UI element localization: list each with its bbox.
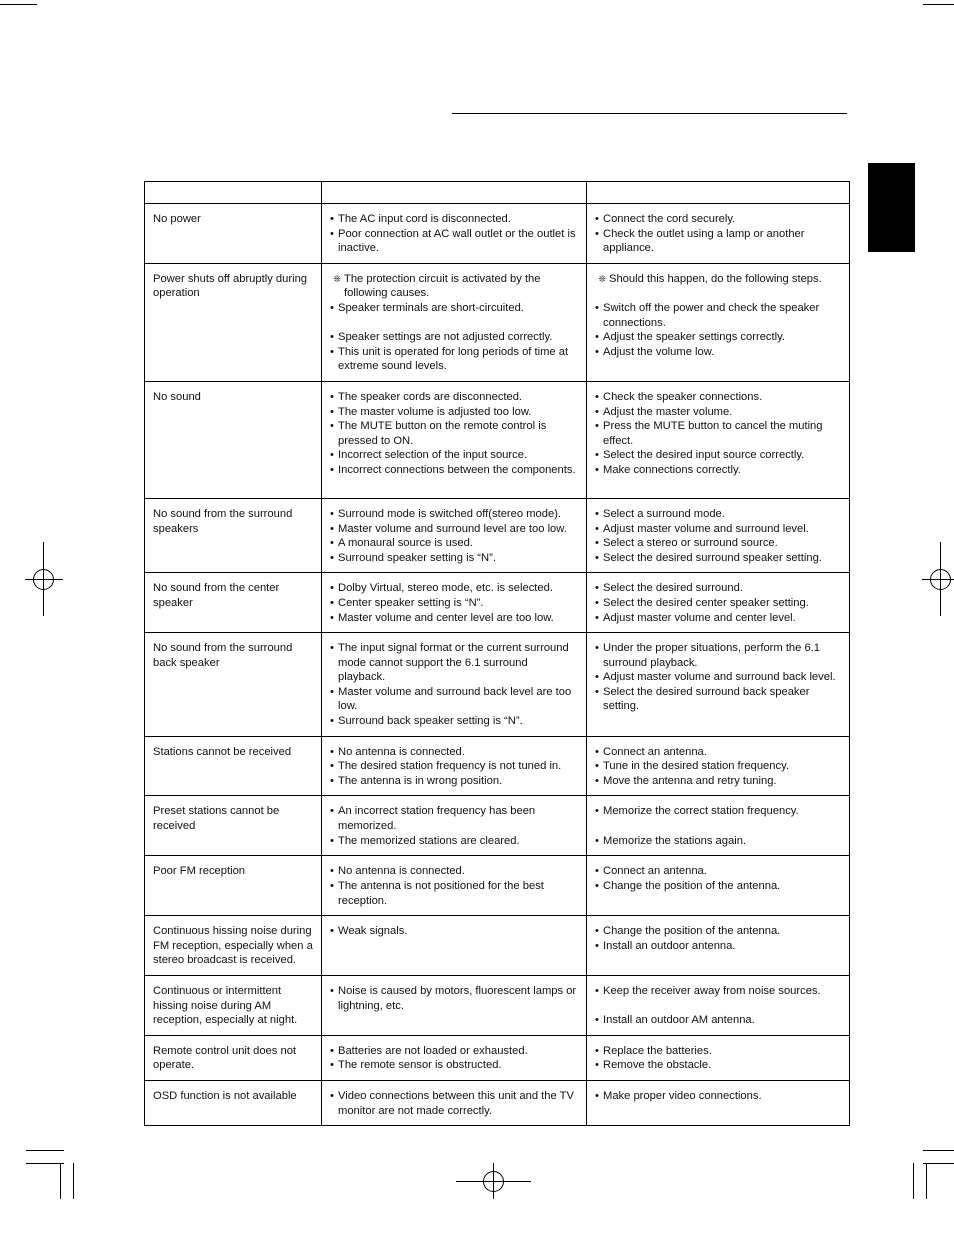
symptom-cell: No sound: [145, 381, 322, 498]
cause-item: • No antenna is connected.: [330, 864, 578, 879]
cause-item: • Incorrect connections between the components.: [330, 463, 578, 478]
cause-item: • Incorrect selection of the input source.: [330, 448, 578, 463]
remedy-item: • Connect the cord securely.: [595, 212, 841, 227]
cause-item: • The master volume is adjusted too low.: [330, 405, 578, 420]
remedy-note: ❊ Should this happen, do the following steps.: [595, 272, 841, 287]
column-header-cause: [322, 182, 587, 204]
cause-item: • A monaural source is used.: [330, 536, 578, 551]
symptom-cell: Poor FM reception: [145, 856, 322, 916]
remedy-item: • Select the desired center speaker setting.: [595, 596, 841, 611]
symptom-cell: Stations cannot be received: [145, 736, 322, 796]
spacer: [595, 999, 841, 1014]
cause-item: • Noise is caused by motors, fluorescent lamps or lightning, etc.: [330, 984, 578, 1013]
symptom-cell: No sound from the surround speakers: [145, 498, 322, 572]
cause-item: • Surround mode is switched off(stereo mode).: [330, 507, 578, 522]
remedy-item: • Adjust the speaker settings correctly.: [595, 330, 841, 345]
symptom-cell: Power shuts off abruptly during operation: [145, 263, 322, 381]
table-row: [145, 1035, 850, 1080]
remedy-item: • Switch off the power and check the speaker connections.: [595, 301, 841, 330]
column-header-symptom: [145, 182, 322, 204]
table-row: [145, 204, 850, 264]
cause-cell: [322, 573, 587, 633]
cause-item: • Weak signals.: [330, 924, 578, 939]
remedy-cell: [587, 381, 850, 498]
remedy-item: • Adjust the master volume.: [595, 405, 841, 420]
cause-item: • This unit is operated for long periods of time at extreme sound levels.: [330, 345, 578, 374]
remedy-item: • Adjust master volume and center level.: [595, 611, 841, 626]
remedy-item: • Install an outdoor antenna.: [595, 939, 841, 954]
remedy-cell: [587, 1080, 850, 1125]
symptom-cell: Continuous or intermittent hissing noise during AM reception, especially at night.: [145, 976, 322, 1036]
remedy-item: • Change the position of the antenna.: [595, 879, 841, 894]
remedy-item: • Make connections correctly.: [595, 463, 841, 478]
spacer: [595, 819, 841, 834]
remedy-item: • Memorize the stations again.: [595, 834, 841, 849]
remedy-item: • Adjust master volume and surround level.: [595, 522, 841, 537]
remedy-item: • Change the position of the antenna.: [595, 924, 841, 939]
section-tab-marker: [868, 163, 915, 252]
remedy-item: • Make proper video connections.: [595, 1089, 841, 1104]
remedy-item: • Select a stereo or surround source.: [595, 536, 841, 551]
cause-item: • No antenna is connected.: [330, 745, 578, 760]
remedy-cell: [587, 736, 850, 796]
cause-cell: [322, 736, 587, 796]
remedy-item: • Select the desired surround back speaker setting.: [595, 685, 841, 714]
table-row: [145, 633, 850, 737]
cause-cell: [322, 796, 587, 856]
cause-cell: [322, 1035, 587, 1080]
cause-item: • Speaker terminals are short-circuited.: [330, 301, 578, 316]
remedy-item: • Select the desired input source correctly.: [595, 448, 841, 463]
remedy-item: • Tune in the desired station frequency.: [595, 759, 841, 774]
remedy-cell: [587, 976, 850, 1036]
cause-item: • An incorrect station frequency has been memorized.: [330, 804, 578, 833]
table-row: [145, 916, 850, 976]
cause-item: • Batteries are not loaded or exhausted.: [330, 1044, 578, 1059]
cause-cell: [322, 204, 587, 264]
symptom-cell: Preset stations cannot be received: [145, 796, 322, 856]
symptom-cell: No power: [145, 204, 322, 264]
table-row: [145, 976, 850, 1036]
remedy-item: • Select the desired surround.: [595, 581, 841, 596]
cause-item: • Dolby Virtual, stereo mode, etc. is selected.: [330, 581, 578, 596]
remedy-cell: [587, 916, 850, 976]
remedy-item: • Replace the batteries.: [595, 1044, 841, 1059]
cause-cell: [322, 916, 587, 976]
table-row: [145, 796, 850, 856]
table-header-row: [145, 182, 850, 204]
header-rule: [452, 113, 847, 114]
cause-cell: [322, 381, 587, 498]
column-header-remedy: [587, 182, 850, 204]
cause-item: • Master volume and center level are too low.: [330, 611, 578, 626]
remedy-cell: [587, 573, 850, 633]
remedy-item: • Adjust the volume low.: [595, 345, 841, 360]
symptom-cell: Remote control unit does not operate.: [145, 1035, 322, 1080]
cause-item: • Center speaker setting is “N”.: [330, 596, 578, 611]
cause-item: • The MUTE button on the remote control is pressed to ON.: [330, 419, 578, 448]
cause-note: ❊ The protection circuit is activated by the following causes.: [330, 272, 578, 301]
remedy-item: • Memorize the correct station frequency.: [595, 804, 841, 819]
cause-cell: [322, 976, 587, 1036]
cause-item: • Surround back speaker setting is “N”.: [330, 714, 578, 729]
cause-item: • The desired station frequency is not tuned in.: [330, 759, 578, 774]
remedy-item: • Move the antenna and retry tuning.: [595, 774, 841, 789]
remedy-item: • Check the speaker connections.: [595, 390, 841, 405]
symptom-cell: No sound from the center speaker: [145, 573, 322, 633]
cause-item: • The memorized stations are cleared.: [330, 834, 578, 849]
cause-item: • The antenna is in wrong position.: [330, 774, 578, 789]
remedy-item: • Keep the receiver away from noise sources.: [595, 984, 841, 999]
remedy-item: • Connect an antenna.: [595, 745, 841, 760]
table-row: [145, 498, 850, 572]
symptom-cell: No sound from the surround back speaker: [145, 633, 322, 737]
remedy-item: • Adjust master volume and surround back level.: [595, 670, 841, 685]
cause-item: • Master volume and surround back level are too low.: [330, 685, 578, 714]
remedy-item: • Select a surround mode.: [595, 507, 841, 522]
remedy-item: • Press the MUTE button to cancel the muting effect.: [595, 419, 841, 448]
remedy-cell: [587, 204, 850, 264]
table-row: [145, 856, 850, 916]
cause-item: • Poor connection at AC wall outlet or the outlet is inactive.: [330, 227, 578, 256]
remedy-item: • Check the outlet using a lamp or another appliance.: [595, 227, 841, 256]
remedy-item: • Select the desired surround speaker setting.: [595, 551, 841, 566]
cause-item: • The input signal format or the current surround mode cannot support the 6.1 surround playback.: [330, 641, 578, 685]
remedy-cell: [587, 796, 850, 856]
cause-item: • The AC input cord is disconnected.: [330, 212, 578, 227]
remedy-item: • Connect an antenna.: [595, 864, 841, 879]
remedy-cell: [587, 263, 850, 381]
cause-cell: [322, 1080, 587, 1125]
cause-cell: [322, 263, 587, 381]
cause-item: • Video connections between this unit and the TV monitor are not made correctly.: [330, 1089, 578, 1118]
table-row: [145, 1080, 850, 1125]
spacer: [330, 316, 578, 331]
cause-item: • The speaker cords are disconnected.: [330, 390, 578, 405]
spacer: [595, 286, 841, 301]
symptom-cell: Continuous hissing noise during FM reception, especially when a stereo broadcast is received.: [145, 916, 322, 976]
cause-cell: [322, 633, 587, 737]
cause-cell: [322, 498, 587, 572]
remedy-cell: [587, 1035, 850, 1080]
cause-item: • Master volume and surround level are too low.: [330, 522, 578, 537]
troubleshooting-table: [144, 181, 850, 1126]
remedy-item: • Install an outdoor AM antenna.: [595, 1013, 841, 1028]
table-row: [145, 263, 850, 381]
cause-item: • The remote sensor is obstructed.: [330, 1058, 578, 1073]
cause-item: • Speaker settings are not adjusted correctly.: [330, 330, 578, 345]
cause-cell: [322, 856, 587, 916]
cause-item: • The antenna is not positioned for the best reception.: [330, 879, 578, 908]
symptom-cell: OSD function is not available: [145, 1080, 322, 1125]
table-row: [145, 573, 850, 633]
remedy-cell: [587, 856, 850, 916]
table-row: [145, 736, 850, 796]
remedy-item: • Under the proper situations, perform the 6.1 surround playback.: [595, 641, 841, 670]
remedy-cell: [587, 633, 850, 737]
table-row: [145, 381, 850, 498]
remedy-item: • Remove the obstacle.: [595, 1058, 841, 1073]
remedy-cell: [587, 498, 850, 572]
cause-item: • Surround speaker setting is “N”.: [330, 551, 578, 566]
